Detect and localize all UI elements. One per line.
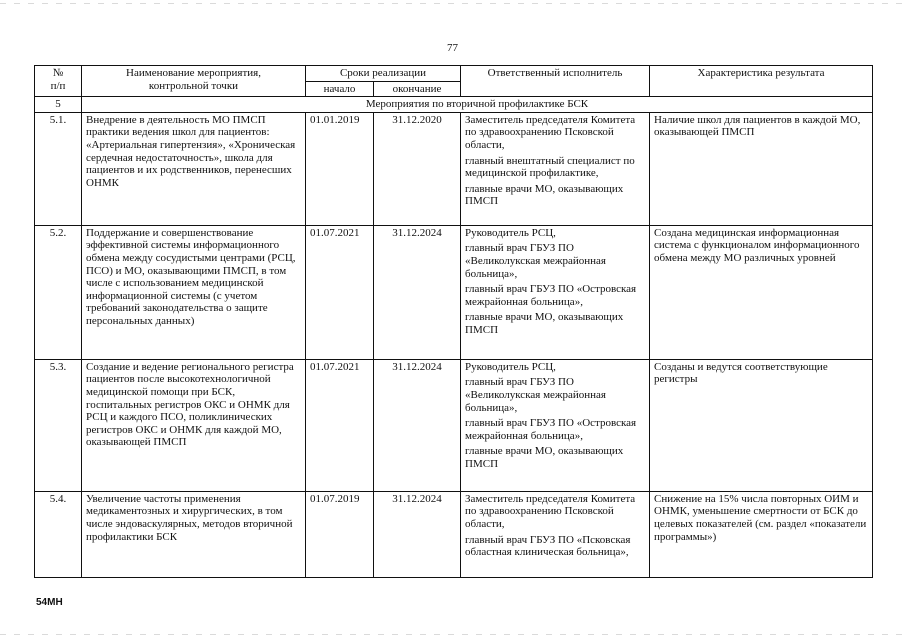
row-result: Снижение на 15% числа повторных ОИМ и ОНМК, уменьшение смертности от БСК до целевых показателей (см. раздел «показатели программы»)	[650, 491, 873, 577]
header-name: Наименование мероприятия, контрольной точки	[82, 66, 306, 97]
header-num: № п/п	[35, 66, 82, 97]
row-name: Внедрение в деятельность МО ПМСП практики ведения школ для пациентов: «Артериальная гипертензия», «Хроническая сердечная недостаточность», школа для пациентов и их родственников, перенесших ОНМК	[82, 112, 306, 225]
header-terms: Сроки реализации	[306, 66, 461, 82]
executor-line: главный внештатный специалист по медицинской профилактике,	[465, 154, 635, 180]
table-row	[35, 359, 873, 491]
executor-line: главный врач ГБУЗ ПО «Псковская областная клиническая больница»,	[465, 533, 631, 559]
executor-line: Руководитель РСЦ,	[465, 360, 556, 373]
row-start: 01.07.2021	[306, 225, 374, 359]
row-start: 01.07.2019	[306, 491, 374, 577]
row-end: 31.12.2024	[374, 225, 461, 359]
row-end: 31.12.2024	[374, 491, 461, 577]
executor-line: главные врачи МО, оказывающих ПМСП	[465, 445, 624, 470]
executor-line: главный врач ГБУЗ ПО «Островская межрайонная больница»,	[465, 283, 637, 308]
table-row	[35, 491, 873, 577]
row-start: 01.01.2019	[306, 112, 374, 225]
header-end: окончание	[374, 81, 461, 97]
row-executor	[461, 225, 650, 359]
row-name: Поддержание и совершенствование эффективной системы информационного обмена между сосудистыми центрами (РСЦ, ПСО) и МО, оказывающими ПМСП, в том числе с использованием медицинской информационной системы (с учетом требований законодательства о защите персональных данных)	[82, 225, 306, 359]
row-executor	[461, 359, 650, 491]
page-number: 77	[447, 42, 458, 54]
section-row	[35, 97, 873, 113]
row-end: 31.12.2024	[374, 359, 461, 491]
executor-line: Руководитель РСЦ,	[465, 226, 556, 239]
header-result: Характеристика результата	[650, 66, 873, 97]
row-num: 5.3.	[35, 359, 82, 491]
row-end: 31.12.2020	[374, 112, 461, 225]
row-result: Созданы и ведутся соответствующие регистры	[650, 359, 873, 491]
executor-line: главные врачи МО, оказывающих ПМСП	[465, 182, 624, 208]
header-start: начало	[306, 81, 374, 97]
executor-line: главный врач ГБУЗ ПО «Великолукская межрайонная больница»,	[465, 242, 606, 280]
table-header-row	[35, 66, 873, 82]
row-result: Создана медицинская информационная система с функционалом информационного обмена между МО различных уровней	[650, 225, 873, 359]
measures-table	[34, 65, 873, 578]
header-executor: Ответственный исполнитель	[461, 66, 650, 97]
scan-artifact-bottom	[0, 634, 905, 635]
table-row	[35, 112, 873, 225]
executor-line: Заместитель председателя Комитета по здравоохранению Псковской области,	[465, 492, 636, 530]
section-num: 5	[35, 97, 82, 113]
row-name: Создание и ведение регионального регистра пациентов после высокотехнологичной медицинской помощи при БСК, госпитальных регистров ОКС и ОНМК для РСЦ и каждого ПСО, поликлинических регистров ОКС и ОНМК для каждой МО, оказывающей ПМСП	[82, 359, 306, 491]
row-num: 5.2.	[35, 225, 82, 359]
row-name: Увеличение частоты применения медикаментозных и хирургических, в том числе эндоваскулярных, методов вторичной профилактики БСК	[82, 491, 306, 577]
row-executor	[461, 491, 650, 577]
row-num: 5.4.	[35, 491, 82, 577]
row-start: 01.07.2021	[306, 359, 374, 491]
table-row	[35, 225, 873, 359]
executor-line: главные врачи МО, оказывающих ПМСП	[465, 311, 624, 336]
executor-line: главный врач ГБУЗ ПО «Островская межрайонная больница»,	[465, 417, 637, 442]
executor-line: главный врач ГБУЗ ПО «Великолукская межрайонная больница»,	[465, 376, 606, 414]
row-num: 5.1.	[35, 112, 82, 225]
document-code: 54МН	[36, 597, 63, 608]
row-result: Наличие школ для пациентов в каждой МО, оказывающей ПМСП	[650, 112, 873, 225]
section-title: Мероприятия по вторичной профилактике БСК	[82, 97, 873, 113]
scan-artifact-top	[0, 3, 905, 4]
executor-line: Заместитель председателя Комитета по здравоохранению Псковской области,	[465, 113, 636, 151]
row-executor	[461, 112, 650, 225]
